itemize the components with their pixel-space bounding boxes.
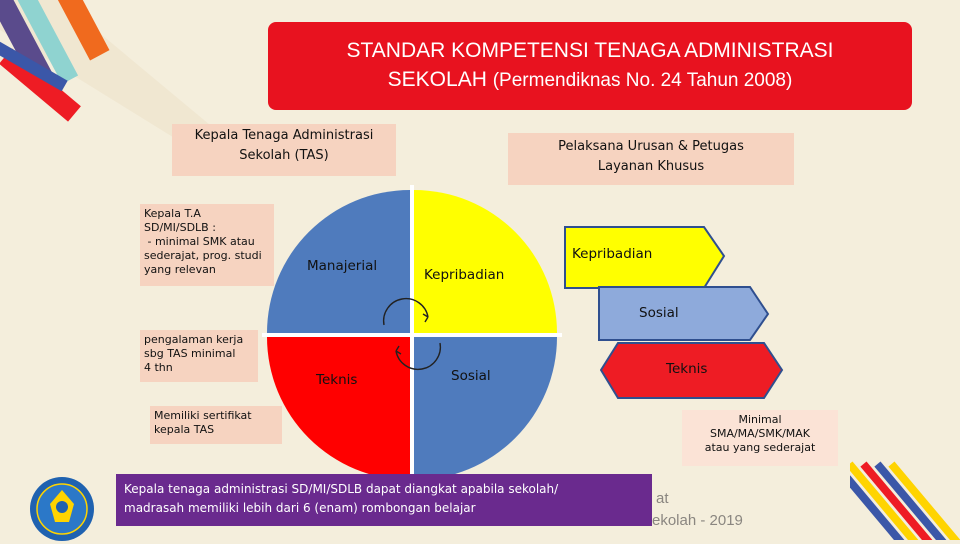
req1-line: - minimal SMK atau — [144, 235, 255, 248]
req1-line: sederajat, prog. studi — [144, 249, 262, 262]
quadrant-label-kepribadian: Kepribadian — [424, 267, 505, 283]
req2-line: 4 thn — [144, 361, 173, 374]
logo-tut-wuri-handayani — [22, 474, 102, 544]
title-line1: STANDAR KOMPETENSI TENAGA ADMINISTRASI — [346, 39, 834, 62]
quadrant-kepribadian — [414, 190, 557, 333]
quadrant-label-sosial: Sosial — [451, 368, 491, 384]
quadrant-teknis — [267, 337, 410, 480]
requirement-box-pelaksana — [682, 410, 838, 466]
heading-kepala-tas-line2: Sekolah (TAS) — [239, 148, 329, 163]
heading-kepala-tas — [172, 124, 396, 176]
heading-pelaksana-line2: Layanan Khusus — [597, 159, 705, 174]
decorative-pencils-bottom — [850, 440, 960, 540]
heading-pelaksana-line1: Pelaksana Urusan & Petugas — [558, 139, 744, 154]
note-box — [116, 474, 652, 526]
req1-line: Kepala T.A — [144, 207, 201, 220]
title-line2-main: SEKOLAH — [387, 68, 487, 91]
title-line2 — [268, 65, 912, 95]
arrow-sosial — [598, 286, 770, 342]
footer-fragment-2: ekolah - 2019 — [652, 512, 743, 529]
req2-line: pengalaman kerja — [144, 333, 244, 346]
quadrant-sosial — [414, 337, 557, 480]
arrow-label-kepribadian: Kepribadian — [572, 246, 653, 262]
heading-pelaksana — [508, 133, 794, 185]
req3-line: kepala TAS — [154, 423, 215, 436]
title-line2-sub: (Permendiknas No. 24 Tahun 2008) — [492, 70, 793, 91]
page-title — [268, 22, 912, 110]
requirement-box-experience — [140, 330, 258, 382]
req1-line: SD/MI/SDLB : — [144, 221, 216, 234]
arrow-label-teknis: Teknis — [666, 361, 708, 377]
req2-line: sbg TAS minimal — [144, 347, 236, 360]
req4-line: Minimal — [738, 413, 782, 426]
requirement-box-education — [140, 204, 274, 286]
footer-fragment-1: at — [656, 490, 669, 507]
req1-line: yang relevan — [144, 263, 216, 276]
req4-line: SMA/MA/SMK/MAK — [709, 427, 811, 440]
quadrant-label-teknis: Teknis — [316, 372, 358, 388]
note-line2: madrasah memiliki lebih dari 6 (enam) rombongan belajar — [124, 501, 476, 515]
competency-circle — [262, 185, 562, 485]
req4-line: atau yang sederajat — [704, 441, 816, 454]
arrow-label-sosial: Sosial — [639, 305, 679, 321]
heading-kepala-tas-line1: Kepala Tenaga Administrasi — [194, 128, 374, 143]
req3-line: Memiliki sertifikat — [154, 409, 252, 422]
quadrant-label-manajerial: Manajerial — [307, 258, 378, 274]
note-line1: Kepala tenaga administrasi SD/MI/SDLB dapat diangkat apabila sekolah/ — [124, 482, 559, 496]
